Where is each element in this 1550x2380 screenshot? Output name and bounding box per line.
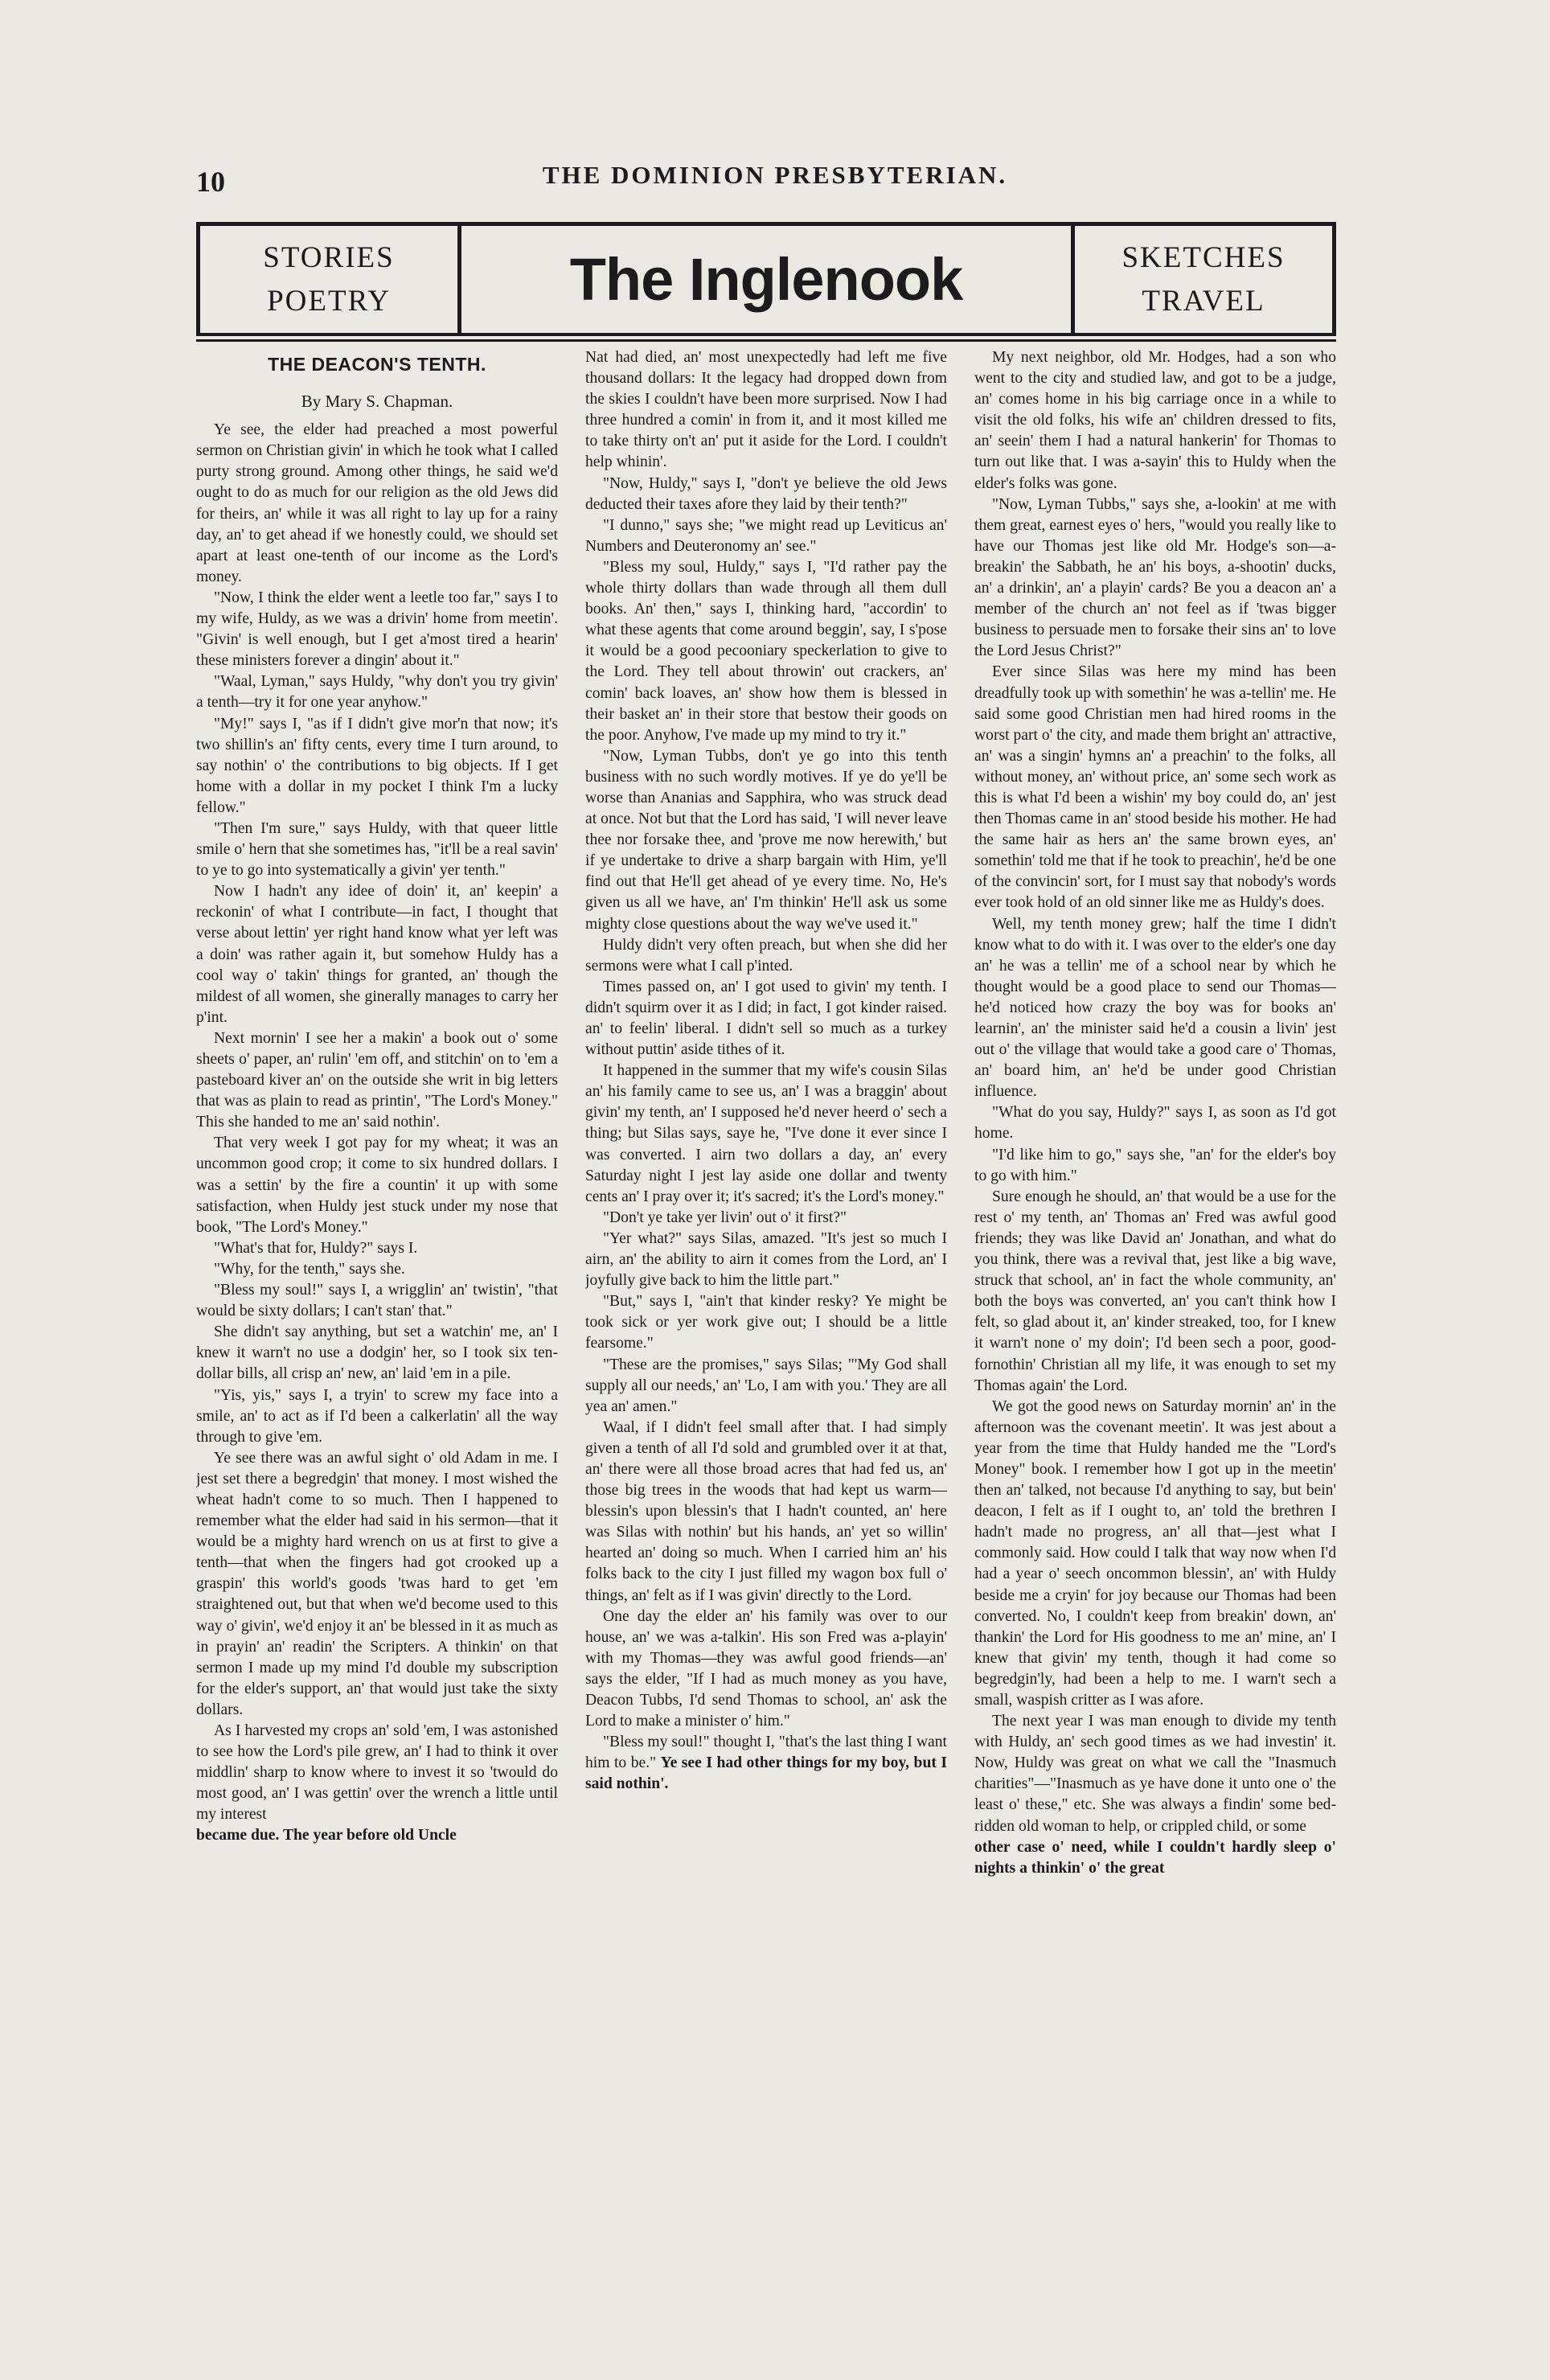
text-column-2	[585, 347, 947, 2301]
paragraph-last	[585, 1732, 947, 1795]
paragraph-text: "Bless my soul!" thought I, "that's the last thing I want him to be."	[585, 1734, 947, 1772]
publication-title: THE DOMINION PRESBYTERIAN.	[542, 161, 1008, 189]
paragraph-bold-text: Ye see I had other things for my boy, but I said nothin'.	[585, 1754, 947, 1793]
paragraph: Nat had died, an' most unexpectedly had left me five thousand dollars: It the legacy had dropped down from the skies I couldn't have been more surprised. Now I had three hundred a comin' in from it, and it most killed me to take thirty on't an' put it aside for the Lord. I couldn't help whinin'.	[585, 349, 947, 471]
paragraph: "I dunno," says she; "we might read up Leviticus an' Numbers and Deuteronomy an' see."	[585, 516, 947, 555]
banner-sketches-label: SKETCHES	[1121, 240, 1286, 274]
paragraph: "My!" says I, "as if I didn't give mor'n that now; it's two shillin's an' fifty cents, every time I turn around, to say nothin' o' the contributions to big objects. If I get home with a dollar in my pocket I think I'm a lucky fellow."	[196, 715, 558, 816]
column-2-body	[585, 347, 947, 1795]
paragraph: "Then I'm sure," says Huldy, with that queer little smile o' hern that she sometimes has, "it'll be a real savin' to ye to go into systematically a givin' yer tenth."	[196, 819, 558, 880]
paragraph: One day the elder an' his family was over to our house, an' we was a-talkin'. His son Fred was a-playin' with my Thomas—they was awful good friends—an' says the elder, "If I had as much money as you have, Deacon Tubbs, I'd send Thomas to school, an' ask the Lord to make a minister o' him."	[585, 1607, 947, 1730]
paragraph: "Now, Huldy," says I, "don't ye believe the old Jews deducted their taxes afore they laid by their tenth?"	[585, 474, 947, 513]
column-1-body	[196, 420, 558, 1846]
paragraph: The next year I was man enough to divide my tenth with Huldy, an' sech good times as we had investin' it. Now, Huldy was great on what we call the "Inasmuch charities"—"Inasmuch as ye have done it unto one o' the least o' these," etc. She was always a findin' some bed-ridden old woman to help, or crippled child, or some	[974, 1713, 1336, 1835]
paragraph: Next mornin' I see her a makin' a book out o' some sheets o' paper, an' rulin' 'em off, and stitchin' on to 'em a pasteboard kiver an' on the outside she writ in big letters that was as plain to read as printin', "The Lord's Money." This she handed to me an' said nothin'.	[196, 1029, 558, 1131]
paragraph: She didn't say anything, but set a watchin' me, an' I knew it warn't no use a dodgin' her, so I took six ten-dollar bills, all crisp an' new, an' laid 'em in a pile.	[196, 1323, 558, 1383]
paragraph: "Now, I think the elder went a leetle too far," says I to my wife, Huldy, as we was a drivin' home from meetin'. "Givin' is well enough, but I get a'most tired a hearin' these ministers forever a dingin' about it."	[196, 589, 558, 670]
paragraph: "What do you say, Huldy?" says I, as soon as I'd got home.	[974, 1104, 1336, 1143]
paragraph: "But," says I, "ain't that kinder resky? Ye might be took sick or yer work give out; I should be a little fearsome."	[585, 1293, 947, 1352]
paragraph: Times passed on, an' I got used to givin' my tenth. I didn't squirm over it as I did; in fact, I got kinder raised. an' to feelin' liberal. I didn't sell so much as a turkey without puttin' aside tithes of it.	[585, 978, 947, 1059]
paragraph: Huldy didn't very often preach, but when she did her sermons were what I call p'inted.	[585, 936, 947, 975]
paragraph: We got the good news on Saturday mornin' an' in the afternoon was the covenant meetin'. It was jest about a year from the time that Huldy handed me the "Lord's Money" book. I remember how I got up in the meetin' then an' talked, not because I'd anything to say, but bein' deacon, I felt as if I ought to, an' told the brethren I hadn't made no progress, an' all that—jest what I commonly said. How could I talk that way now when I'd had a year o' seech oncommon blessin', an' with Huldy beside me a cryin' for joy because our Thomas had been converted. No, I couldn't keep from breakin' down, an' thankin' the Lord for His goodness to me an' mine, an' I knew that givin' my tenth, though it had come so begredgin'ly, had been a help to me. I warn't sech a small, waspish critter as I was afore.	[974, 1397, 1336, 1709]
paragraph: "I'd like him to go," says she, "an' for the elder's boy to go with him."	[974, 1146, 1336, 1184]
paragraph: "Yer what?" says Silas, amazed. "It's jest so much I airn, an' the ability to airn it comes from the Lord, an' I joyfully give back to him the little part."	[585, 1229, 947, 1290]
paragraph: "Bless my soul, Huldy," says I, "I'd rather pay the whole thirty dollars than wade through all them dull books. An' then," says I, thinking hard, "accordin' to what these agents that come around beggin', say, I s'pose it would be a good pecooniary speckerlation to give to the Lord. They tell about throwin' out crackers, an' comin' back loaves, an' show how them is blessed in their basket an' in their store that bestow their goods on the poor. Anyhow, I've made up my mind to try it."	[585, 558, 947, 744]
paragraph: Now I hadn't any idee of doin' it, an' keepin' a reckonin' of what I contribute—in fact, I thought that verse about lettin' yer right hand know what yer left was a doin' was rather again it, but somehow Huldy has a cool way o' takin' things for granted, an' though the mildest of all women, she ginerally manages to carry her p'int.	[196, 883, 558, 1026]
banner-stories-label: STORIES	[263, 240, 395, 274]
paragraph: became due. The year before old Uncle	[196, 1827, 457, 1844]
paragraph: Ever since Silas was here my mind has been dreadfully took up with somethin' he was a-tellin' me. He said some good Christian men had hired rooms in the worst part o' the city, and made them bright an' attractive, an' was a singin' hymns an' a preachin' to the folks, all without money, an' without price, an' some sech work as this is what I'd been a wishin' my boy could do, an' jest then Thomas came in an' stood beside his mother. He had the same hair as hers an' the same brown eyes, an' somethin' told me that if he took to preachin', he'd be one of the convincin' sort, for I must say that nobody's words ever took hold of an old sinner like me as Huldy's does.	[974, 663, 1336, 912]
banner-poetry-label: POETRY	[267, 284, 391, 318]
paragraph: "Why, for the tenth," says she.	[214, 1260, 405, 1278]
paragraph: That very week I got pay for my wheat; it was an uncommon good crop; it come to six hundred dollars. I was a settin' by the fire a countin' it up with some satisfaction, when Huldy jest stuck under my nose that book, "The Lord's Money."	[196, 1135, 558, 1236]
paragraph: Sure enough he should, an' that would be a use for the rest o' my tenth, an' Thomas an' Fred was awful good friends; they was like David an' Jonathan, and what do you think, there was a revival that, jest like a big wave, struck that school, an' in fact the whole community, an' both the boys was converted, an' you can't think how I felt, so glad about it, an' kinder streaked, too, for I knew it warn't none o' my doin'; I'd been sech a poor, good-fornothin' Christian all my life, it was enough to set my Thomas again' the Lord.	[974, 1188, 1336, 1394]
paragraph: "These are the promises," says Silas; "'My God shall supply all our needs,' an' 'Lo, I am with you.' They are all yea an' amen."	[585, 1356, 947, 1415]
paragraph: "Bless my soul!" says I, a wrigglin' an' twistin', "that would be sixty dollars; I can't stan' that."	[196, 1282, 558, 1320]
paragraph: "Waal, Lyman," says Huldy, "why don't you try givin' a tenth—try it for one year anyhow."	[196, 673, 558, 712]
paragraph: other case o' need, while I couldn't hardly sleep o' nights a thinkin' o' the great	[974, 1838, 1336, 1877]
paragraph: "Now, Lyman Tubbs," says she, a-lookin' at me with them great, earnest eyes o' hers, "would you really like to have our Thomas jest like old Mr. Hodge's son—a-breakin' the Sabbath, he an' his boys, a-shootin' ducks, an' a drinkin', an' a playin' cards? Be you a deacon an' a member of the church an' not feel as if 'twas bigger business to persuade men to forsake their sins an' to love the Lord Jesus Christ?"	[974, 495, 1336, 660]
page-number: 10	[196, 166, 225, 198]
paragraph: Waal, if I didn't feel small after that. I had simply given a tenth of all I'd sold and grumbled over it at that, an' there were all those broad acres that had fed us, an' those big trees in the woods that had kept us warm—blessin's upon blessin's that I hadn't counted, an' here was Silas with nothin' but his hands, an' yet so willin' hearted an' doing so much. When I carried him an' his folks back to the city I just filled my wagon box full o' things, an' felt as if I was givin' directly to the Lord.	[585, 1418, 947, 1604]
paragraph: "Now, Lyman Tubbs, don't ye go into this tenth business with no such wordly motives. If ye do ye'll be worse than Ananias and Sapphira, who was struck dead at once. Not but that the Lord has said, 'I will never leave thee nor forsake thee, and 'prove me now herewith,' but if ye undertake to drive a sharp bargain with Him, ye'll find out that He'll get ahead of ye every time. No, He's given us all we have, an' I'm thinkin' He'll ask us some mighty close questions about the way we've used it."	[585, 747, 947, 933]
paragraph: Ye see there was an awful sight o' old Adam in me. I jest set there a begredgin' that money. I most wished the wheat hadn't come to so much. Then I happened to remember what the elder had said in his sermon—that it would be a mighty hard wrench on us at first to give a tenth—that when the fingers had got crooked up a graspin' this world's goods 'twas hard to get 'em straightened out, but that when we'd become used to this way o' givin', we'd enjoy it an' be blessed in it as much as in prayin' an' readin' the Scripters. A thinkin' on that sermon I made up my mind I'd double my subscription for the elder's support, an' that would just take the sixty dollars.	[196, 1449, 558, 1718]
text-column-3	[974, 347, 1336, 2301]
paragraph: As I harvested my crops an' sold 'em, I was astonished to see how the Lord's pile grew, an' I had to think it over middlin' sharp to know where to invest it so 'twould do most good, an' I was gettin' over the wrench a little until my interest	[196, 1722, 558, 1824]
paragraph: My next neighbor, old Mr. Hodges, had a son who went to the city and studied law, and got to be a judge, an' comes home in his big carriage once in a while to visit the old folks, his wife an' children dressed to fits, an' seein' them I had a natural hankerin' for Thomas to turn out like that. I was a-sayin' this to Huldy when the elder's folks was gone.	[974, 349, 1336, 492]
paragraph: It happened in the summer that my wife's cousin Silas an' his family came to see us, an' I was a braggin' about givin' my tenth, an' I supposed he'd never heerd o' sech a thing; but Silas says, saye he, "I've done it ever since I was converted. I airn two dollars a day, an' every Saturday night I jest lay aside one dollar and twenty cents an' I pray over it; it's sacred; it's the Lord's money."	[585, 1062, 947, 1205]
paragraph: Well, my tenth money grew; half the time I didn't know what to do with it. I was over to the elder's one day an' he was a tellin' me of a school near by which he thought would be a good place to send our Thomas—he'd noticed how crazy the boy was for books an' learnin', an' the minister said he'd a cousin a livin' jest out o' the village that would take a good care o' Thomas, an' board him, an' he'd be under good Christian influence.	[974, 915, 1336, 1101]
paragraph: Ye see, the elder had preached a most powerful sermon on Christian givin' in which he took what I called purty strong ground. Among other things, he said we'd ought to do as much for our religion as the old Jews did for theirs, an' while it was all right to lay up for a rainy day, an' to get ahead if we honestly could, we should set apart at least one-tenth of our income as the Lord's money.	[196, 421, 558, 585]
paragraph: "Yis, yis," says I, a tryin' to screw my face into a smile, an' to act as if I'd been a calkerlatin' all the way through to give 'em.	[196, 1386, 558, 1446]
section-banner	[196, 222, 1336, 336]
text-column-1	[196, 347, 558, 2301]
banner-left-box	[200, 226, 461, 333]
paragraph: "Don't ye take yer livin' out o' it first?"	[603, 1208, 847, 1226]
article-title: THE DEACON'S TENTH.	[268, 354, 486, 375]
article-byline: By Mary S. Chapman.	[301, 392, 453, 412]
paragraph: "What's that for, Huldy?" says I.	[214, 1239, 418, 1257]
section-title: The Inglenook	[569, 246, 963, 313]
column-3-body	[974, 347, 1336, 1879]
banner-rule	[196, 339, 1336, 342]
banner-travel-label: TRAVEL	[1142, 284, 1265, 318]
banner-right-box	[1071, 226, 1332, 333]
